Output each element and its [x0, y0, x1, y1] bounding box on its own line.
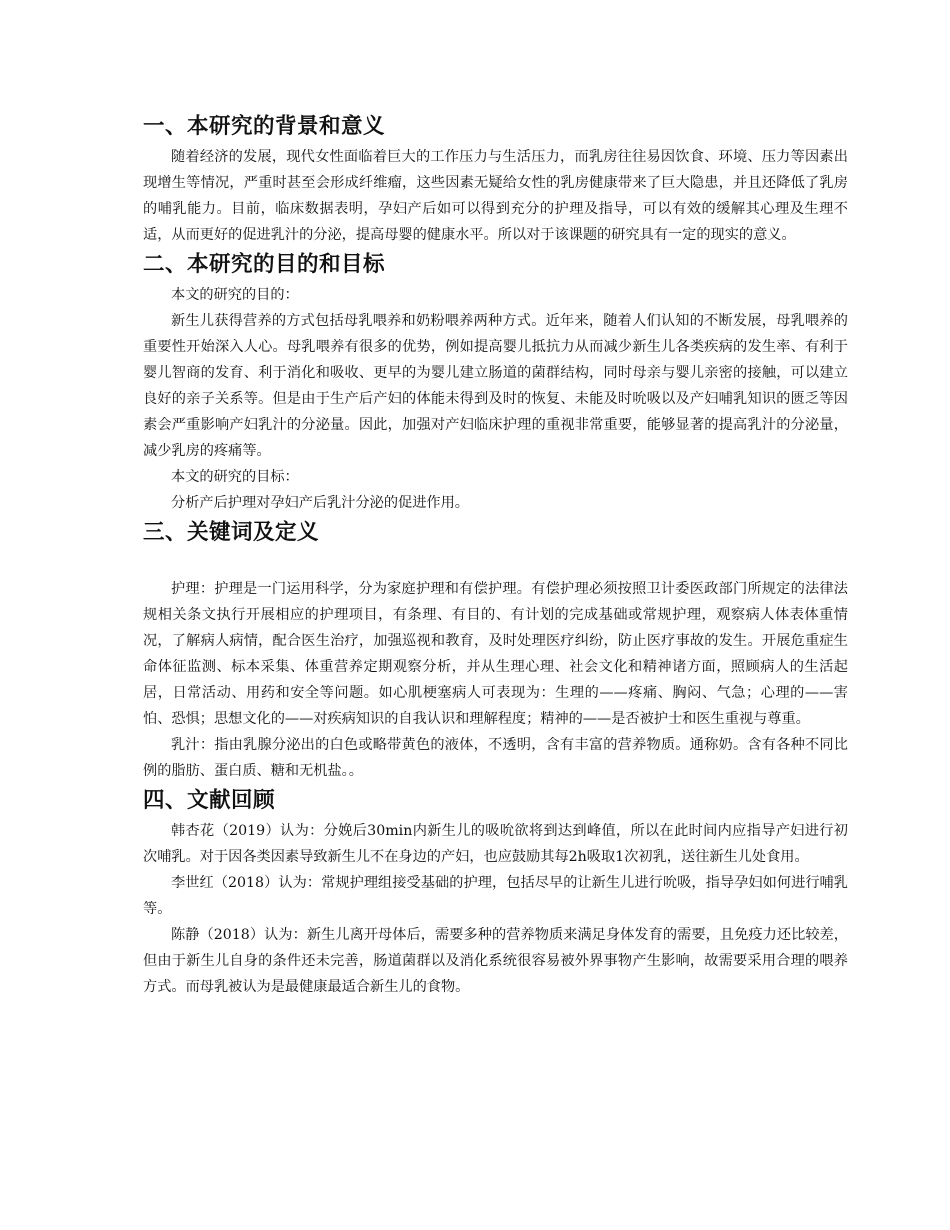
section-background [143, 110, 848, 248]
section-heading: 一、本研究的背景和意义 [143, 114, 386, 139]
paragraph: 本文的研究的目标： [171, 469, 299, 485]
section-heading: 二、本研究的目的和目标 [143, 252, 386, 277]
paragraph: 李世红（2018）认为：常规护理组接受基础的护理，包括尽早的让新生儿进行吮吸，指导孕妇如何进行哺乳等。 [143, 875, 848, 917]
paragraph: 护理：护理是一门运用科学，分为家庭护理和有偿护理。有偿护理必须按照卫计委医政部门所规定的法律法规相关条文执行开展相应的护理项目，有条理、有目的、有计划的完成基础或常规护理，观察病人体表体重情况，了解病人病情，配合医生治疗，加强巡视和教育，及时处理医疗纠纷，防止医疗事故的发生。开展危重症生命体征监测、标本采集、体重营养定期观察分析，并从生理心理、社会文化和精神诸方面，照顾病人的生活起居，日常活动、用药和安全等问题。如心肌梗塞病人可表现为：生理的——疼痛、胸闷、气急；心理的——害怕、恐惧；思想文化的——对疾病知识的自我认识和理解程度；精神的——是否被护士和医生重视与尊重。 [143, 581, 848, 727]
paragraph: 随着经济的发展，现代女性面临着巨大的工作压力与生活压力，而乳房往往易因饮食、环境、压力等因素出现增生等情况，严重时甚至会形成纤维瘤，这些因素无疑给女性的乳房健康带来了巨大隐患，并且还降低了乳房的哺乳能力。目前，临床数据表明，孕妇产后如可以得到充分的护理及指导，可以有效的缓解其心理及生理不适，从而更好的促进乳汁的分泌，提高母婴的健康水平。所以对于该课题的研究具有一定的现实的意义。 [143, 149, 848, 243]
section-heading: 三、关键词及定义 [143, 520, 320, 545]
blank-line [143, 550, 848, 576]
section-keywords [143, 516, 848, 784]
section-literature-review [143, 784, 848, 1000]
document-page [143, 110, 848, 1000]
section-heading: 四、文献回顾 [143, 788, 276, 813]
paragraph: 陈静（2018）认为：新生儿离开母体后，需要多种的营养物质来满足身体发育的需要，且免疫力还比较差，但由于新生儿自身的条件还未完善，肠道菌群以及消化系统很容易被外界事物产生影响，故需要采用合理的喂养方式。而母乳被认为是最健康最适合新生儿的食物。 [143, 927, 848, 995]
paragraph: 韩杏花（2019）认为：分娩后30min内新生儿的吸吮欲将到达到峰值，所以在此时间内应指导产妇进行初次哺乳。对于因各类因素导致新生儿不在身边的产妇，也应鼓励其每2h吸取1次初乳，送往新生儿处食用。 [143, 823, 848, 865]
paragraph: 本文的研究的目的： [171, 287, 299, 303]
paragraph: 乳汁：指由乳腺分泌出的白色或略带黄色的液体，不透明，含有丰富的营养物质。通称奶。含有各种不同比例的脂肪、蛋白质、糖和无机盐。。 [143, 737, 848, 779]
section-purpose [143, 248, 848, 516]
paragraph: 新生儿获得营养的方式包括母乳喂养和奶粉喂养两种方式。近年来，随着人们认知的不断发展，母乳喂养的重要性开始深入人心。母乳喂养有很多的优势，例如提高婴儿抵抗力从而减少新生儿各类疾病的发生率、有利于婴儿智商的发育、利于消化和吸收、更早的为婴儿建立肠道的菌群结构，同时母亲与婴儿亲密的接触，可以建立良好的亲子关系等。但是由于生产后产妇的体能未得到及时的恢复、未能及时吮吸以及产妇哺乳知识的匮乏等因素会严重影响产妇乳汁的分泌量。因此，加强对产妇临床护理的重视非常重要，能够显著的提高乳汁的分泌量，减少乳房的疼痛等。 [143, 313, 848, 459]
paragraph: 分析产后护理对孕妇产后乳汁分泌的促进作用。 [171, 495, 469, 511]
